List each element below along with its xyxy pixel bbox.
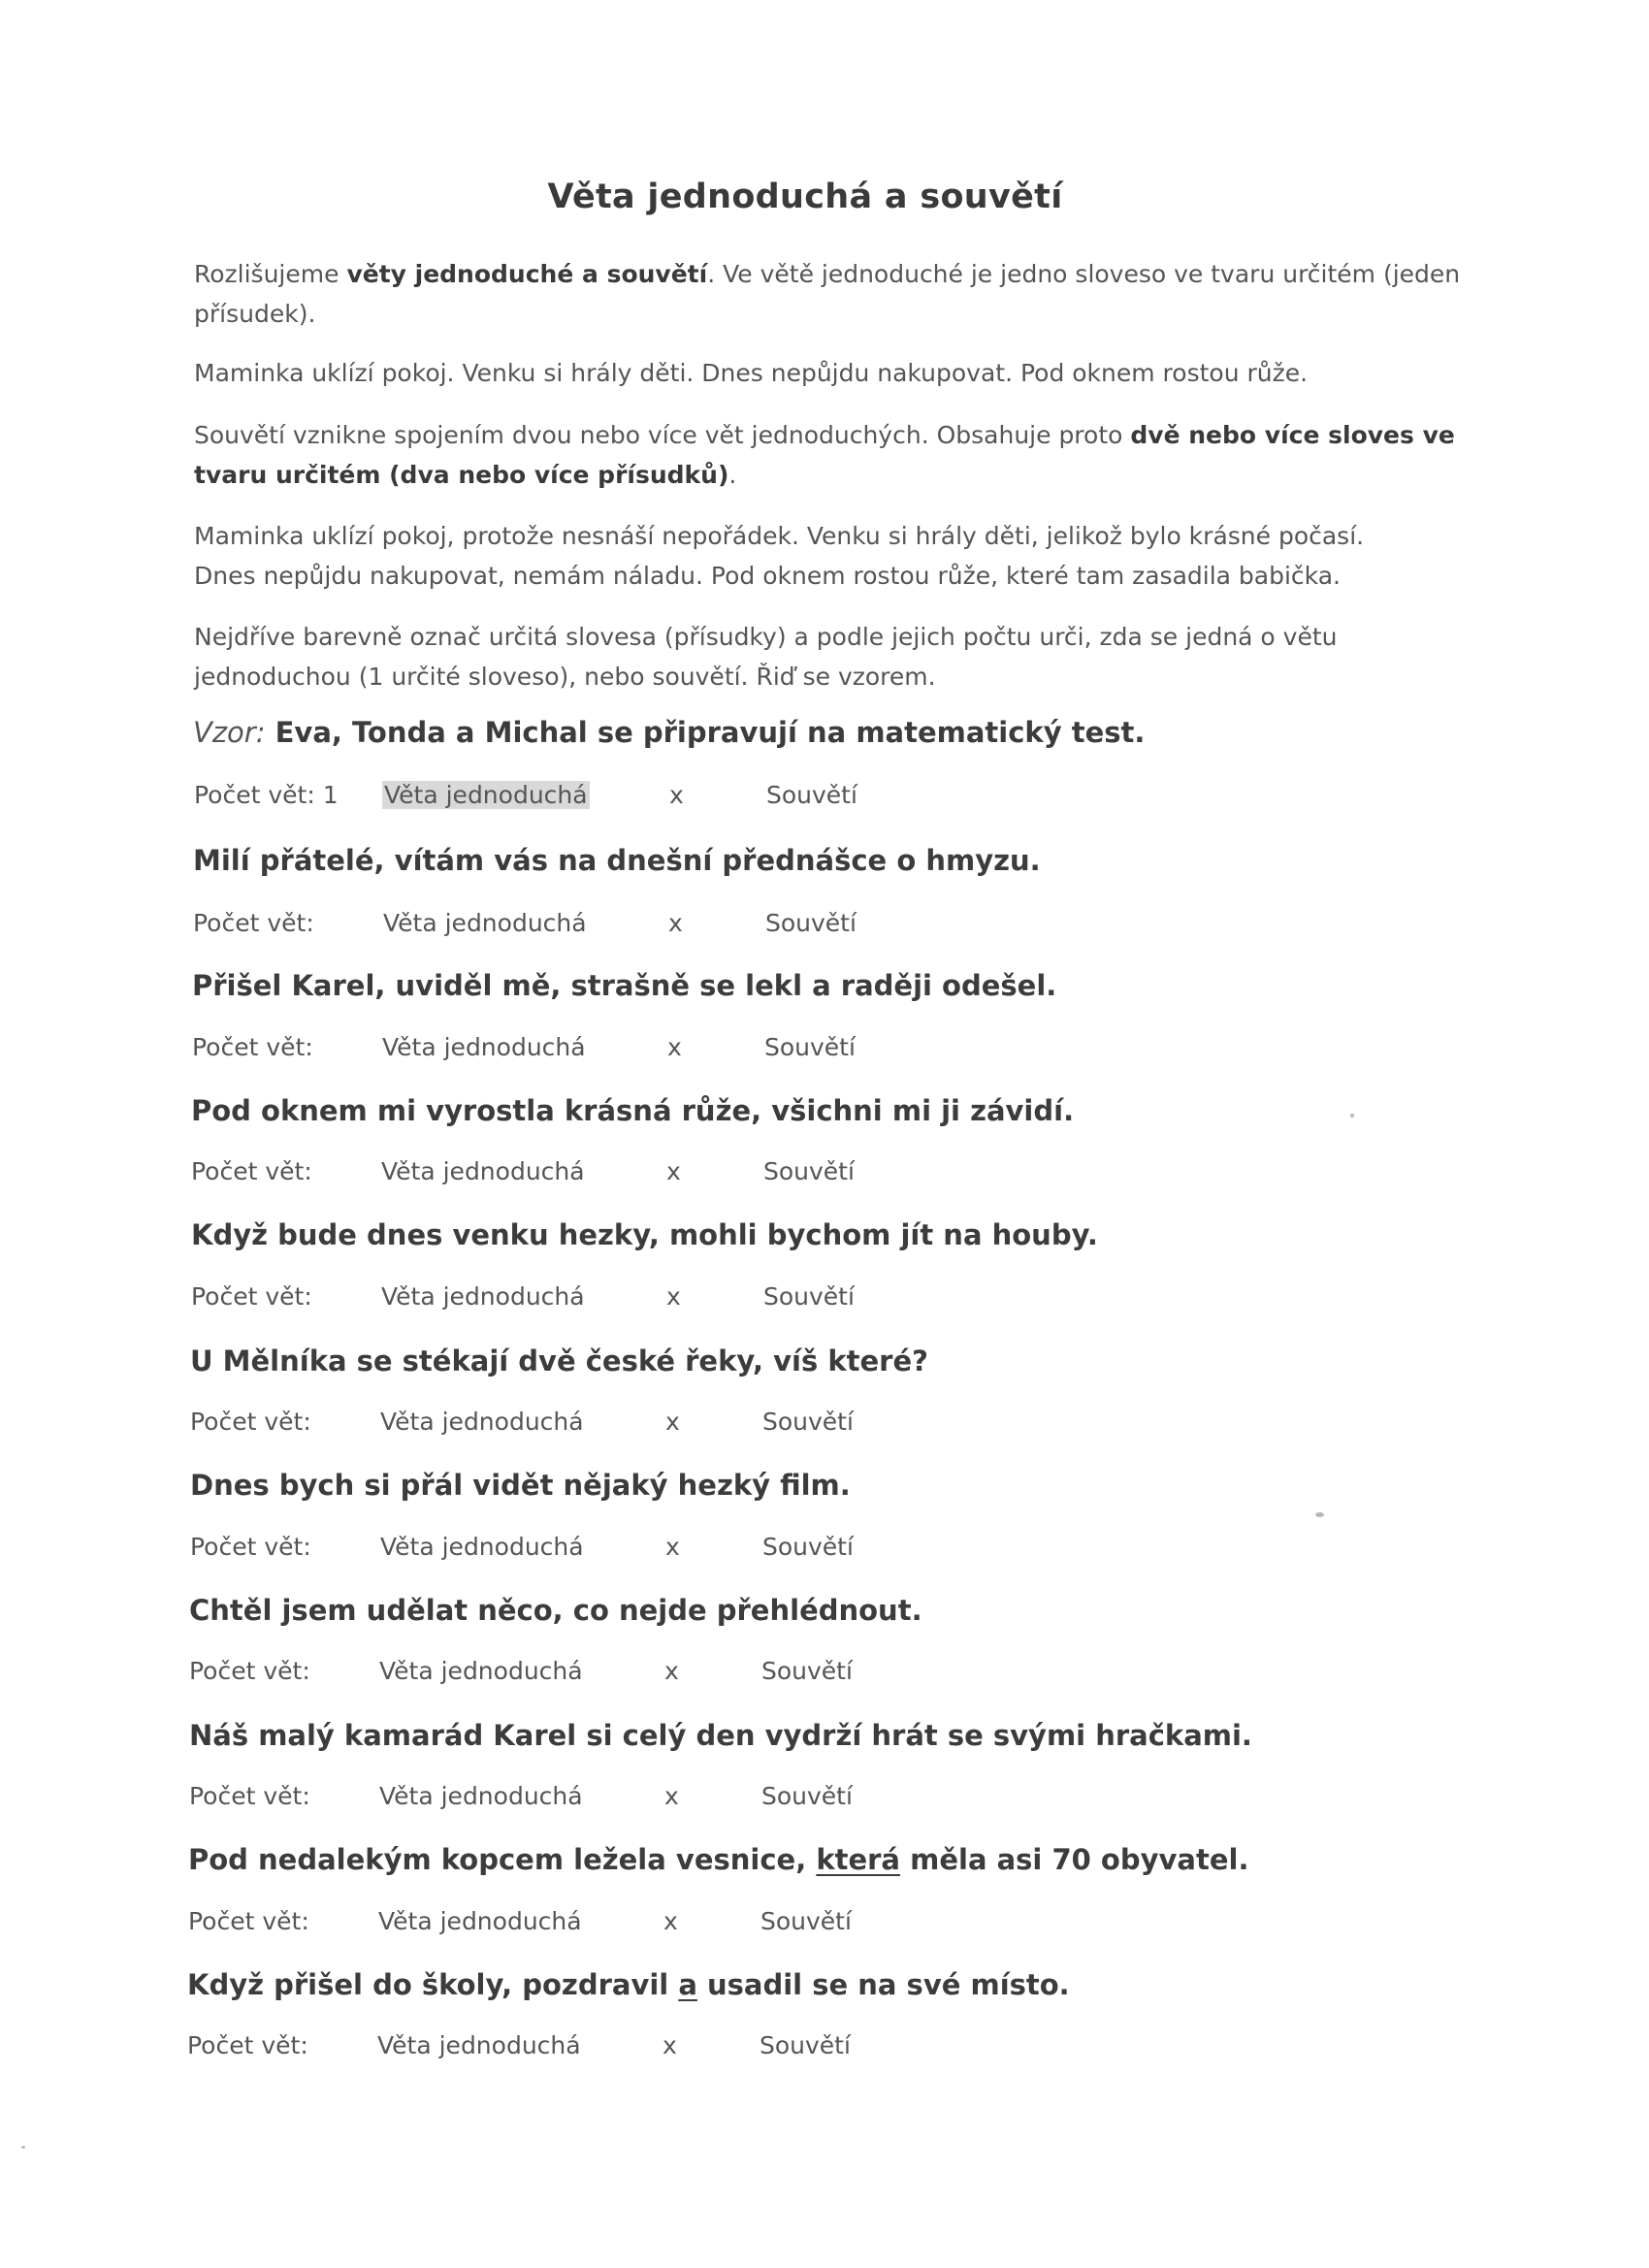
highlighted-simple-option: Věta jednoduchá xyxy=(384,781,588,809)
exercise-sentence-4: Když bude dnes venku hezky, mohli bychom jít na houby. xyxy=(191,1218,1098,1251)
exercise-sentence-10: Když přišel do školy, pozdravil a usadil se na své místo. xyxy=(187,1968,1070,2001)
example-compound-sentences: Maminka uklízí pokoj, protože nesnáší nepořádek. Venku si hrály děti, jelikož bylo krásné počasí. Dnes nepůjdu nakupovat, nemám náladu. Pod oknem rostou růže, které tam zasadila babička. xyxy=(194,522,1365,590)
exercise-sentence-2: Přišel Karel, uviděl mě, strašně se lekl a raději odešel. xyxy=(192,969,1057,1002)
sample-sentence: Vzor: Eva, Tonda a Michal se připravují na matematický test. xyxy=(193,716,1146,749)
intro-paragraph-2 xyxy=(194,415,1484,495)
worksheet-page: Věta jednoduchá a souvětí Rozlišujeme věty jednoduché a souvětí. Ve větě jednoduché je jedno sloveso ve tvaru určitém (jeden přísudek). Maminka uklízí pokoj. Venku si hrály děti. Dnes nepůjdu nakupovat. Pod oknem rostou růže. Souvětí vznikne spojením dvou nebo více vět jednoduchých. Obsahuje proto dvě nebo více sloves ve tvaru určitém (dva nebo více přísudků). Maminka uklízí pokoj, protože nesnáší nepořádek. Venku si hrály děti, jelikož bylo krásné počasí. Dnes nepůjdu nakupovat, nemám náladu. Pod oknem rostou růže, které tam zasadila babička. Nejdříve barevně označ určitá slovesa (přísudky) a podle jejich počtu urči, zda se jedná o větu jednoduchou (1 určité sloveso), nebo souvětí. Řiď se vzorem. Vzor: Eva, Tonda a Michal se připravují na matematický test. Počet vět: 1 Věta jednoduchá x Souvětí Milí přátelé, vítám vás na dnešní přednášce o hmyzu. Počet vět: Věta jednoduchá x Souvětí Přišel Karel, uviděl mě, strašně se lekl a raději odešel. Počet vět: Věta jednoduchá x Souvětí Pod oknem mi vyrostla krásná růže, všichni mi ji závidí. Počet vět: Věta jednoduchá x Souvětí Když bude dnes venku hezky, mohli bychom jít na houby. Počet vět: Věta jednoduchá x Souvětí U Mělníka se stékají dvě české řeky, víš které? Počet vět: Věta jednoduchá x Souvětí Dnes bych si přál vidět nějaký hezký film. Počet vět: Věta jednoduchá x Souvětí Chtěl jsem udělat něco, co nejde přehlédnout. Počet vět: Věta jednoduchá x Souvětí Náš malý kamarád Karel si celý den vydrží hrát se svými hračkami. Počet vět: Věta jednoduchá x Souvětí Pod nedalekým kopcem ležela vesnice, která měla asi 70 obyvatel. Počet vět: Věta jednoduchá x Souvětí Když přišel do školy, pozdravil a usadil se na své místo. Počet vět: Věta jednoduchá x Souvětí xyxy=(0,0,1649,2268)
scan-speck xyxy=(21,2146,25,2149)
example-simple-sentences: Maminka uklízí pokoj. Venku si hrály děti. Dnes nepůjdu nakupovat. Pod oknem rostou růže. xyxy=(194,359,1309,387)
underlined-conjunction: a xyxy=(678,1968,697,2001)
intro2-line-1: Souvětí vznikne spojením dvou nebo více vět jednoduchých. Obsahuje proto dvě nebo více sloves ve xyxy=(194,421,1455,449)
exercise-sentence-9: Pod nedalekým kopcem ležela vesnice, která měla asi 70 obyvatel. xyxy=(188,1843,1249,1876)
exercise-sentence-1: Milí přátelé, vítám vás na dnešní přednášce o hmyzu. xyxy=(193,844,1041,877)
exercise-sentence-3: Pod oknem mi vyrostla krásná růže, všichni mi ji závidí. xyxy=(191,1094,1075,1127)
scan-speck xyxy=(1315,1512,1324,1517)
page-title: Věta jednoduchá a souvětí xyxy=(547,178,1063,216)
intro2-line-2: tvaru určitém (dva nebo více přísudků). xyxy=(194,461,737,489)
exercise-sentence-7: Chtěl jsem udělat něco, co nejde přehlédnout. xyxy=(189,1594,922,1627)
scan-speck xyxy=(1350,1114,1354,1118)
underlined-word: která xyxy=(816,1843,901,1876)
instructions: Nejdříve barevně označ určitá slovesa (přísudky) a podle jejich počtu urči, zda se jedná o větu jednoduchou (1 určité sloveso), nebo souvětí. Řiď se vzorem. xyxy=(194,623,1338,691)
exercise-sentence-8: Náš malý kamarád Karel si celý den vydrží hrát se svými hračkami. xyxy=(189,1719,1252,1752)
exercise-sentence-5: U Mělníka se stékají dvě české řeky, víš které? xyxy=(190,1345,928,1377)
exercise-sentence-6: Dnes bych si přál vidět nějaký hezký film. xyxy=(190,1469,851,1502)
intro-paragraph-1 xyxy=(194,254,1484,334)
intro-line-1: Rozlišujeme věty jednoduché a souvětí. Ve větě jednoduché je jedno sloveso ve tvaru určitém (jeden xyxy=(194,260,1461,288)
intro-line-2: přísudek). xyxy=(194,300,316,328)
